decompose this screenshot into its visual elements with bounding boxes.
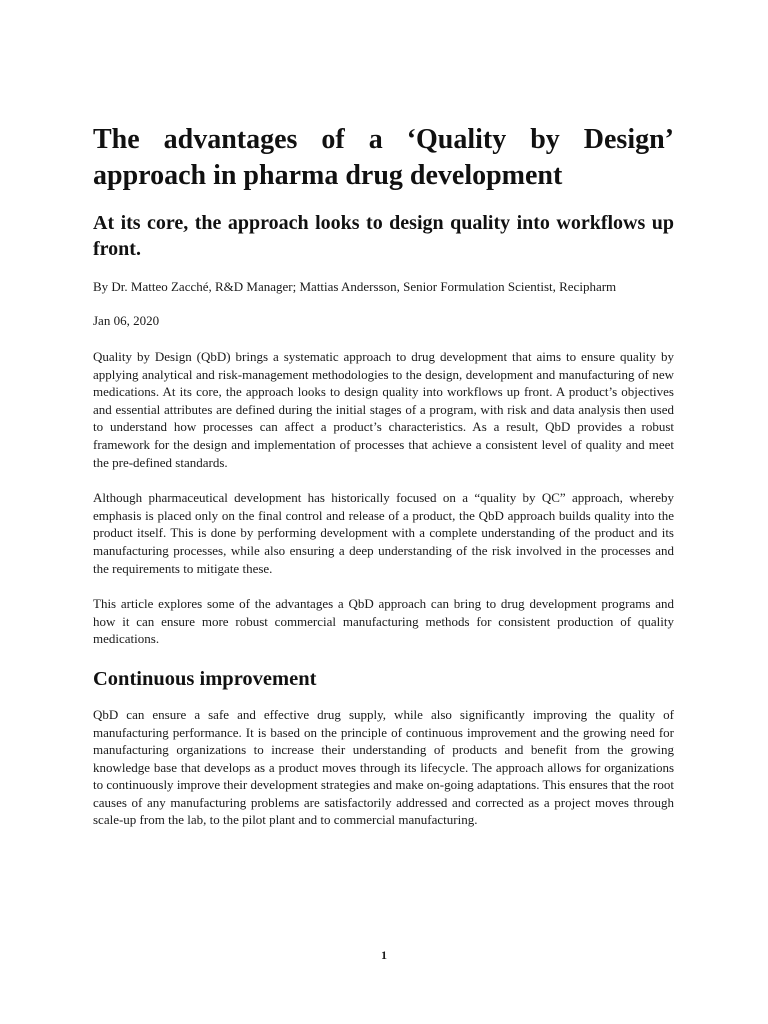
article-title: The advantages of a ‘Quality by Design’ approach in pharma drug development [93, 124, 674, 191]
section-paragraph: QbD can ensure a safe and effective drug supply, while also significantly improving the quality of manufacturing performance. It is based on the principle of continuous improvement and the growing need for manufacturing organizations to increase their understanding of products and benefit from the growing knowledge base that develops as a product moves through its lifecycle. The approach allows for organizations to continuously improve their development strategies and make on-going adaptations. This ensures that the root causes of any manufacturing problems are satisfactorily addressed and corrected as a project moves through scale-up from the lab, to the pilot plant and to commercial manufacturing. [93, 706, 674, 828]
page-number: 1 [381, 948, 387, 962]
article-subtitle: At its core, the approach looks to design quality into workflows up front. [93, 212, 674, 260]
body-paragraph-3: This article explores some of the advantages a QbD approach can bring to drug development programs and how it can ensure more robust commercial manufacturing methods for consistent production of quality medications. [93, 596, 674, 647]
body-paragraph-1: Quality by Design (QbD) brings a systematic approach to drug development that aims to ensure quality by applying analytical and risk-management methodologies to the design, development and manufacturing of new medications. At its core, the approach looks to design quality into workflows up front. A product’s objectives and essential attributes are defined during the initial stages of a program, with risk and data analysis then used to understand how processes can affect a product’s characteristics. As a result, QbD provides a robust framework for the design and implementation of processes that achieve a consistent level of quality and meet the pre-defined standards. [93, 349, 674, 470]
article-date: Jan 06, 2020 [93, 313, 160, 328]
body-paragraph-2: Although pharmaceutical development has historically focused on a “quality by QC” approach, whereby emphasis is placed only on the final control and release of a product, the QbD approach builds quality into the product itself. This is done by performing development with a complete understanding of the product and its manufacturing processes, while also ensuring a deep understanding of the risk involved in the processes and the requirements to mitigate these. [93, 490, 674, 576]
section-heading: Continuous improvement [93, 667, 317, 690]
page-content [93, 122, 674, 829]
article-byline: By Dr. Matteo Zacché, R&D Manager; Mattias Andersson, Senior Formulation Scientist, Recipharm [93, 279, 617, 294]
